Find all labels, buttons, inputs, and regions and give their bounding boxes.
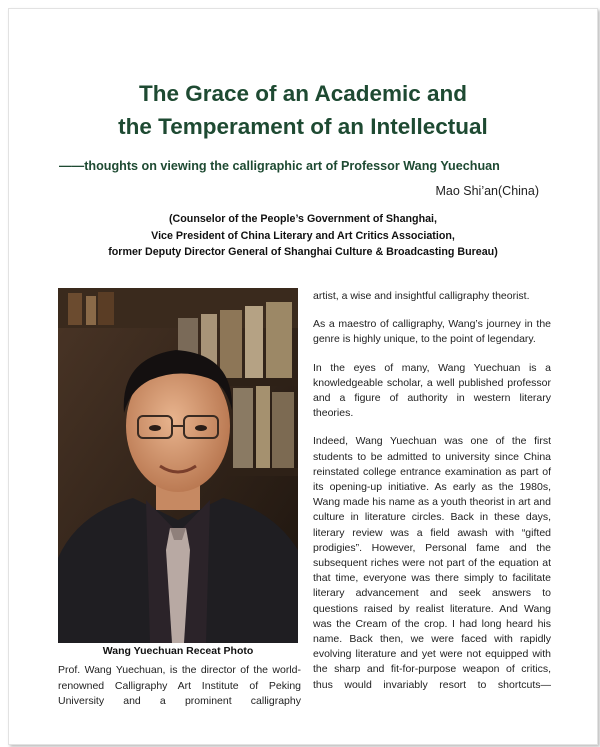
title-line-1: The Grace of an Academic and: [138, 81, 468, 106]
paragraph-2: As a maestro of calligraphy, Wang’s journey in the genre is highly unique, to the point of legendary.: [313, 318, 551, 346]
portrait-photo: [58, 288, 298, 643]
affiliation-line-2: Vice President of China Literary and Art Critics Association,: [151, 229, 455, 242]
right-column: [313, 289, 551, 693]
article-title: [9, 77, 597, 143]
photo-caption: Wang Yuechuan Receat Photo: [102, 645, 254, 657]
title-line-2: the Temperament of an Intellectual: [118, 114, 488, 139]
document-page: [8, 8, 598, 745]
portrait-illustration: [58, 288, 298, 643]
paragraph-1: artist, a wise and insightful calligraphy theorist.: [313, 290, 530, 302]
author-name: Mao Shi’an(China): [435, 184, 539, 198]
article-subtitle: ——thoughts on viewing the calligraphic art of Professor Wang Yuechuan: [59, 159, 500, 173]
paragraph-4: Indeed, Wang Yuechuan was one of the first students to be admitted to university since China reinstated college entrance examination as part of its opening-up initiative. As early as the 1980s, Wang made his name as a youth theorist in art and culture in literature circles. Back in these days, literary review was a field awash with “gifted prodigies”. However, Personal fame and the subsequent riches were not part of the equation at that time, everyone was there simply to facilitate literary advancement and seek answers to questions raised by realist literature. And Wang was the Cream of the crop. I had long heard his name. Back then, we were faced with rapidly evolving literature and yet were not equipped with the sharp and fit-for-purpose weapon of critics, thus would invariably resort to shortcuts—: [313, 435, 551, 691]
paragraph-3: In the eyes of many, Wang Yuechuan is a knowledgeable scholar, a well published professor and a figure of authority in western literary theories.: [313, 361, 551, 420]
author-affiliation: [9, 211, 597, 261]
affiliation-line-1: (Counselor of the People’s Government of Shanghai,: [168, 213, 437, 225]
left-column-paragraph: Prof. Wang Yuechuan, is the director of the world-renowned Calligraphy Art Institute of Peking University and a prominent calligraphy: [58, 664, 301, 707]
affiliation-line-3: former Deputy Director General of Shanghai Culture & Broadcasting Bureau): [108, 246, 498, 258]
